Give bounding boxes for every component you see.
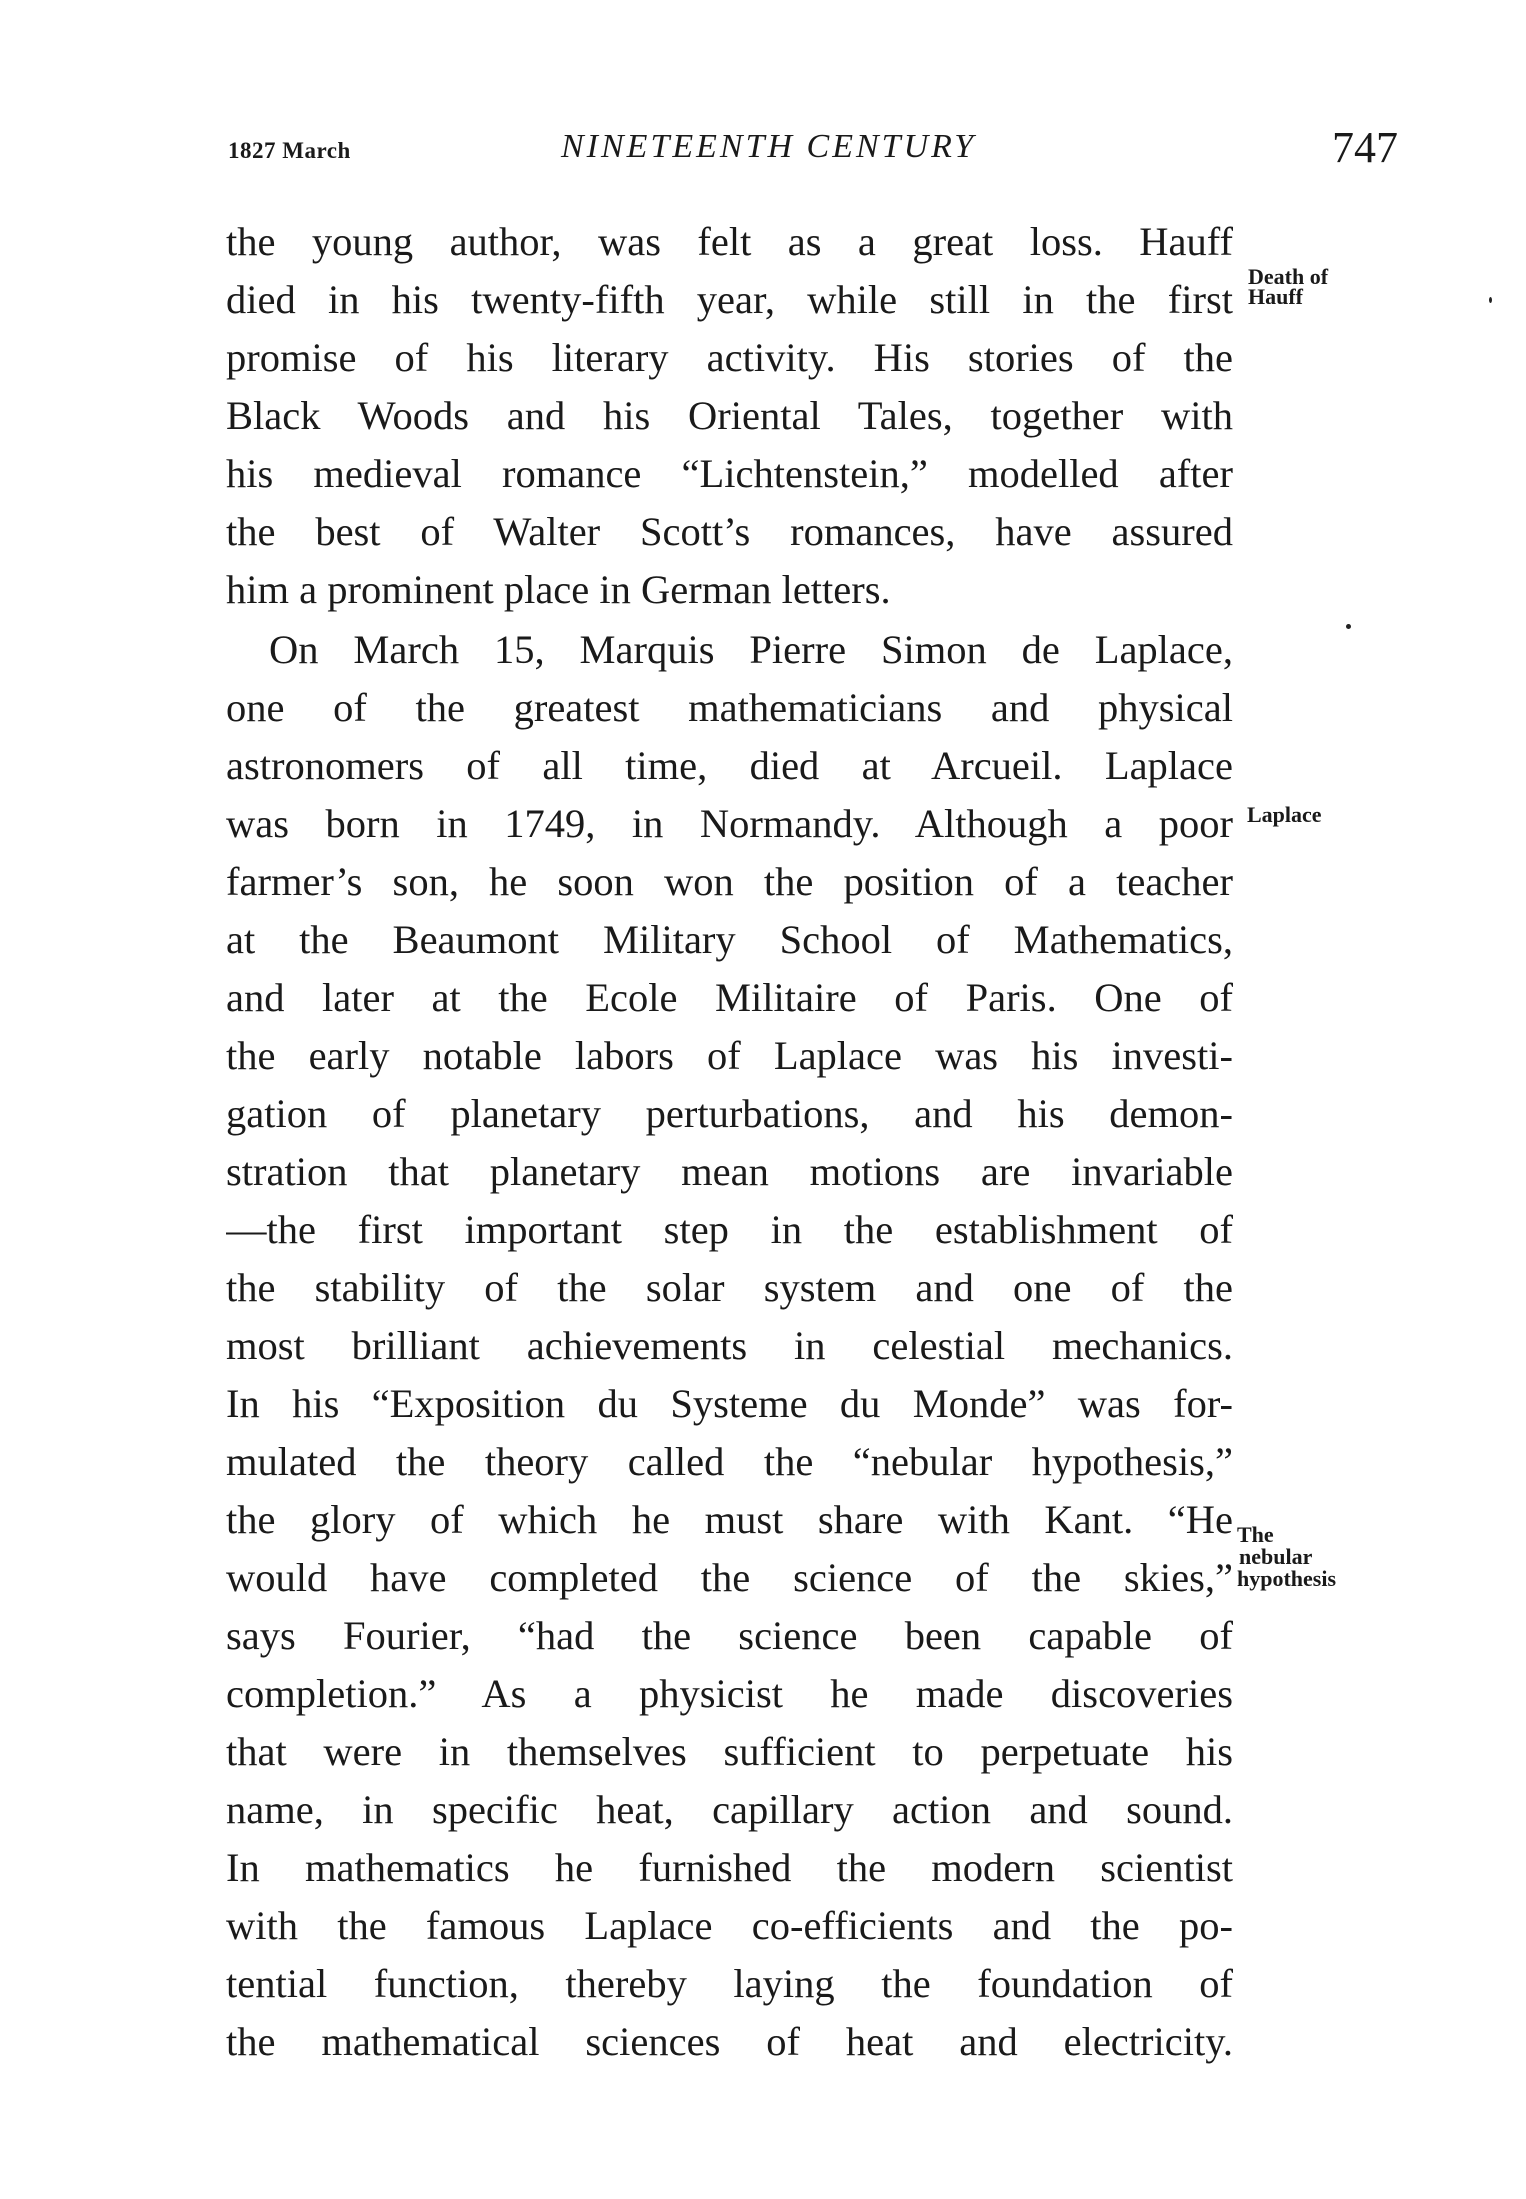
margin-note-line: Death of: [1248, 264, 1329, 289]
text-line: farmer’s son, he soon won the position of a teacher: [226, 859, 1233, 904]
text-line: mulated the theory called the “nebular hypothesis,”: [226, 1439, 1233, 1484]
header-title: NINETEENTH CENTURY: [561, 128, 977, 165]
margin-note-laplace: Laplace: [1247, 802, 1322, 827]
text-line: —the first important step in the establishment of: [226, 1207, 1233, 1252]
text-line: one of the greatest mathematicians and physical: [226, 685, 1233, 730]
text-line: most brilliant achievements in celestial mechanics.: [226, 1323, 1233, 1368]
text-line: the young author, was felt as a great loss. Hauff: [226, 219, 1233, 264]
text-line: completion.” As a physicist he made discoveries: [226, 1671, 1233, 1716]
text-line: him a prominent place in German letters.: [226, 567, 891, 612]
margin-note-line: The: [1237, 1522, 1274, 1547]
text-line: stration that planetary mean motions are invariable: [226, 1149, 1233, 1194]
page-number: 747: [1332, 123, 1398, 172]
margin-note-line: hypothesis: [1237, 1566, 1337, 1591]
text-line: says Fourier, “had the science been capable of: [226, 1613, 1233, 1658]
ink-speck: [1489, 297, 1492, 303]
text-line: died in his twenty-fifth year, while still in the first: [226, 277, 1233, 322]
text-line: the early notable labors of Laplace was his investi-: [226, 1033, 1233, 1078]
header-date: 1827 March: [228, 138, 351, 163]
text-line: the glory of which he must share with Kant. “He: [226, 1497, 1233, 1542]
text-line: promise of his literary activity. His stories of the: [226, 335, 1233, 380]
text-line: In mathematics he furnished the modern scientist: [226, 1845, 1233, 1890]
text-line: In his “Exposition du Systeme du Monde” was for-: [226, 1381, 1233, 1426]
running-head: [228, 123, 1398, 178]
ink-speck: [1346, 624, 1351, 629]
text-line: his medieval romance “Lichtenstein,” modelled after: [226, 451, 1233, 496]
text-line: astronomers of all time, died at Arcueil. Laplace: [226, 743, 1233, 788]
text-line: the mathematical sciences of heat and electricity.: [226, 2019, 1233, 2064]
margin-note-line: Hauff: [1248, 284, 1303, 309]
text-line: would have completed the science of the skies,”: [226, 1555, 1233, 1600]
text-line: the best of Walter Scott’s romances, have assured: [226, 509, 1233, 554]
margin-note-line: nebular: [1239, 1544, 1313, 1569]
text-line: and later at the Ecole Militaire of Paris. One of: [226, 975, 1233, 1020]
text-line: gation of planetary perturbations, and his demon-: [226, 1091, 1233, 1136]
text-line: Black Woods and his Oriental Tales, together with: [226, 393, 1233, 438]
text-line: tential function, thereby laying the foundation of: [226, 1961, 1233, 2006]
text-line: with the famous Laplace co-efficients and the po-: [226, 1903, 1233, 1948]
text-line: at the Beaumont Military School of Mathematics,: [226, 917, 1233, 962]
text-line: name, in specific heat, capillary action and sound.: [226, 1787, 1233, 1832]
text-line: the stability of the solar system and one of the: [226, 1265, 1233, 1310]
text-line: was born in 1749, in Normandy. Although a poor: [226, 801, 1233, 846]
text-line: that were in themselves sufficient to perpetuate his: [226, 1729, 1233, 1774]
text-line: On March 15, Marquis Pierre Simon de Laplace,: [269, 627, 1233, 672]
